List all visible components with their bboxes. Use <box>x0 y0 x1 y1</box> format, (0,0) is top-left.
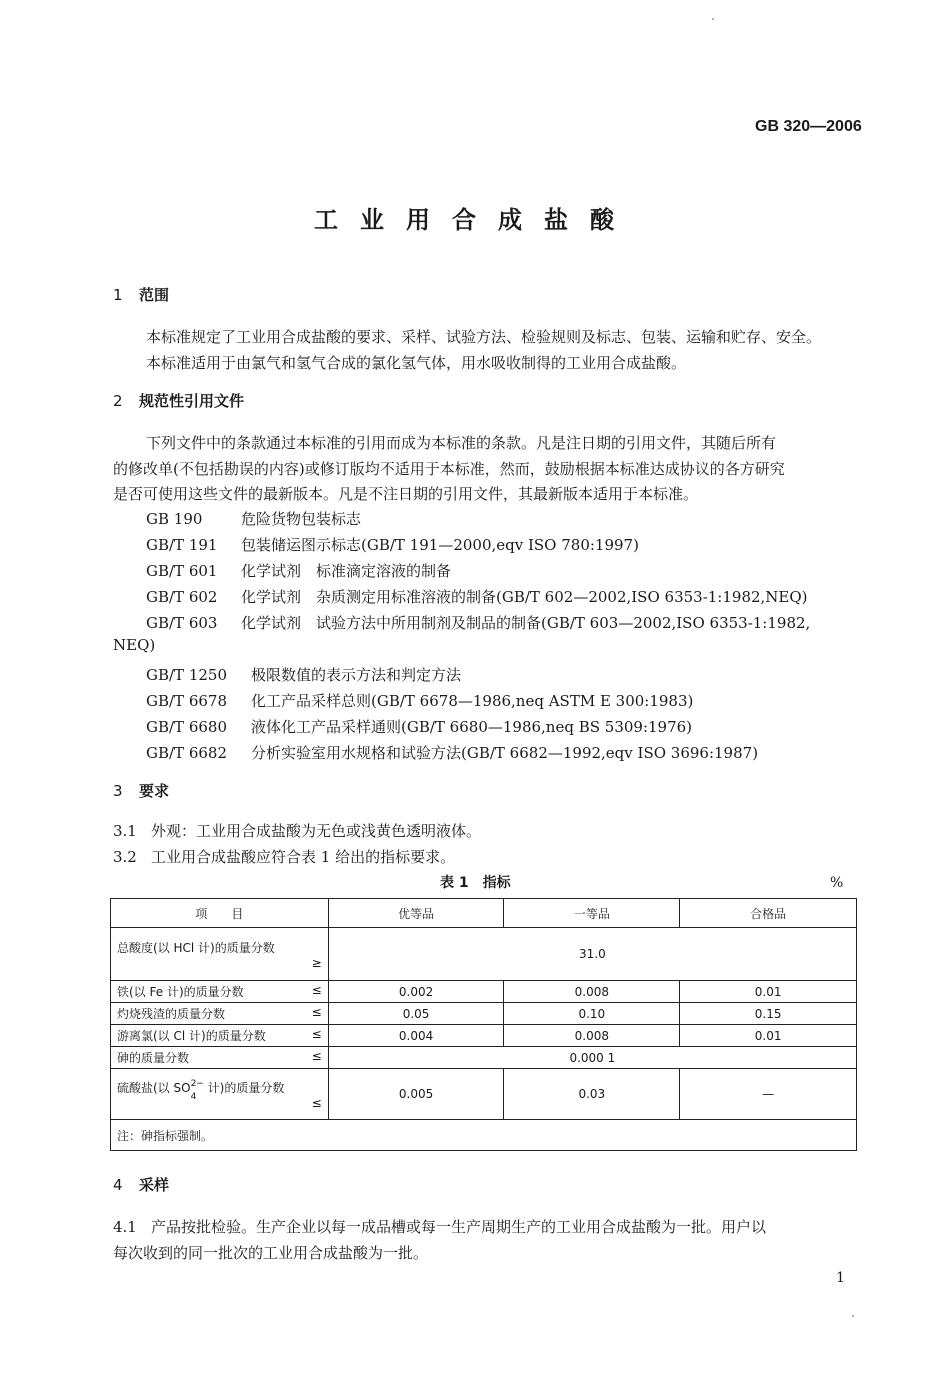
value-cell: 0.004 <box>328 1025 504 1047</box>
scan-speck <box>712 18 714 20</box>
value-cell: 0.15 <box>680 1003 857 1025</box>
value-cell: 0.05 <box>328 1003 504 1025</box>
section-title: 采样 <box>139 1176 170 1194</box>
value-cell: — <box>680 1069 857 1120</box>
section-number: 1 <box>113 286 123 304</box>
document-title: 工业用合成盐酸 <box>314 205 636 234</box>
section-3-heading <box>113 780 169 801</box>
reference-item: GB/T 603 化学试剂 试验方法中所用制剂及制品的制备(GB/T 603—2002,ISO 6353-1:1982, <box>146 614 811 632</box>
clause-3-2: 3.2 工业用合成盐酸应符合表 1 给出的指标要求。 <box>113 848 456 866</box>
value-cell: 0.01 <box>680 1025 857 1047</box>
table-row <box>111 1003 857 1025</box>
table-unit: % <box>830 875 844 891</box>
reference-item: GB/T 6682 分析实验室用水规格和试验方法(GB/T 6682—1992,eqv ISO 3696:1987) <box>146 744 759 762</box>
table-note-row <box>111 1120 857 1151</box>
table-row <box>111 928 857 981</box>
reference-item: GB/T 602 化学试剂 杂质测定用标准溶液的制备(GB/T 602—2002,ISO 6353-1:1982,NEQ) <box>146 588 808 606</box>
table-header: 合格品 <box>680 899 857 928</box>
table-header: 一等品 <box>504 899 680 928</box>
requirements-table <box>110 898 857 1151</box>
table-row <box>111 1025 857 1047</box>
paragraph: 本标准规定了工业用合成盐酸的要求、采样、试验方法、检验规则及标志、包装、运输和贮存、安全。 <box>146 328 822 346</box>
reference-item: GB/T 6678 化工产品采样总则(GB/T 6678—1986,neq ASTM E 300:1983) <box>146 692 694 710</box>
section-4-heading <box>113 1174 169 1195</box>
value-cell: 0.005 <box>328 1069 504 1120</box>
reference-item: GB/T 1250 极限数值的表示方法和判定方法 <box>146 666 462 684</box>
table-row <box>111 1069 857 1120</box>
value-cell: 0.10 <box>504 1003 680 1025</box>
value-cell: 0.008 <box>504 1025 680 1047</box>
standard-number: GB 320—2006 <box>755 118 862 135</box>
paragraph-line: 每次收到的同一批次的工业用合成盐酸为一批。 <box>113 1244 429 1262</box>
section-2-heading <box>113 390 244 411</box>
reference-wrap: NEQ) <box>113 636 156 654</box>
item-cell: 灼烧残渣的质量分数 ≤ <box>111 1003 329 1025</box>
value-cell: 0.008 <box>504 981 680 1003</box>
reference-item: GB 190 危险货物包装标志 <box>146 510 362 528</box>
paragraph-line: 的修改单(不包括勘误的内容)或修订版均不适用于本标准，然而，鼓励根据本标准达成协议的各方研究 <box>113 460 785 478</box>
table-row <box>111 981 857 1003</box>
reference-item: GB/T 601 化学试剂 标准滴定溶液的制备 <box>146 562 452 580</box>
item-cell: 游离氯(以 Cl 计)的质量分数 ≤ <box>111 1025 329 1047</box>
item-cell: 砷的质量分数 ≤ <box>111 1047 329 1069</box>
page-number: 1 <box>836 1270 845 1286</box>
table-row <box>111 1047 857 1069</box>
value-cell: 0.002 <box>328 981 504 1003</box>
table-header: 项 目 <box>111 899 329 928</box>
table-header-row <box>111 899 857 928</box>
scan-speck <box>852 1315 854 1317</box>
reference-item: GB/T 6680 液体化工产品采样通则(GB/T 6680—1986,neq BS 5309:1976) <box>146 718 693 736</box>
section-title: 规范性引用文件 <box>139 392 245 410</box>
table-note: 注：砷指标强制。 <box>111 1120 857 1151</box>
section-1-heading <box>113 284 169 305</box>
paragraph-line: 是否可使用这些文件的最新版本。凡是不注日期的引用文件，其最新版本适用于本标准。 <box>113 485 699 503</box>
reference-item: GB/T 191 包装储运图示标志(GB/T 191—2000,eqv ISO 780:1997) <box>146 536 639 554</box>
section-title: 范围 <box>139 286 170 304</box>
value-cell: 31.0 <box>328 928 856 981</box>
item-cell: 总酸度(以 HCl 计)的质量分数 ≥ <box>111 928 329 981</box>
value-cell: 0.03 <box>504 1069 680 1120</box>
clause-3-1: 3.1 外观：工业用合成盐酸为无色或浅黄色透明液体。 <box>113 822 482 840</box>
section-title: 要求 <box>139 782 170 800</box>
section-number: 2 <box>113 392 123 410</box>
clause-4-1: 4.1 产品按批检验。生产企业以每一成品槽或每一生产周期生产的工业用合成盐酸为一批。用户以 <box>113 1218 767 1236</box>
table-header: 优等品 <box>328 899 504 928</box>
item-cell: 硫酸盐(以 SO2− 4 计)的质量分数 ≤ <box>111 1069 329 1120</box>
paragraph: 本标准适用于由氯气和氢气合成的氯化氢气体，用水吸收制得的工业用合成盐酸。 <box>146 354 687 372</box>
item-cell: 铁(以 Fe 计)的质量分数 ≤ <box>111 981 329 1003</box>
section-number: 4 <box>113 1176 123 1194</box>
table-caption: 表 1 指标 <box>440 875 511 891</box>
section-number: 3 <box>113 782 123 800</box>
value-cell: 0.000 1 <box>328 1047 856 1069</box>
value-cell: 0.01 <box>680 981 857 1003</box>
paragraph-line: 下列文件中的条款通过本标准的引用而成为本标准的条款。凡是注日期的引用文件，其随后所有 <box>146 434 777 452</box>
